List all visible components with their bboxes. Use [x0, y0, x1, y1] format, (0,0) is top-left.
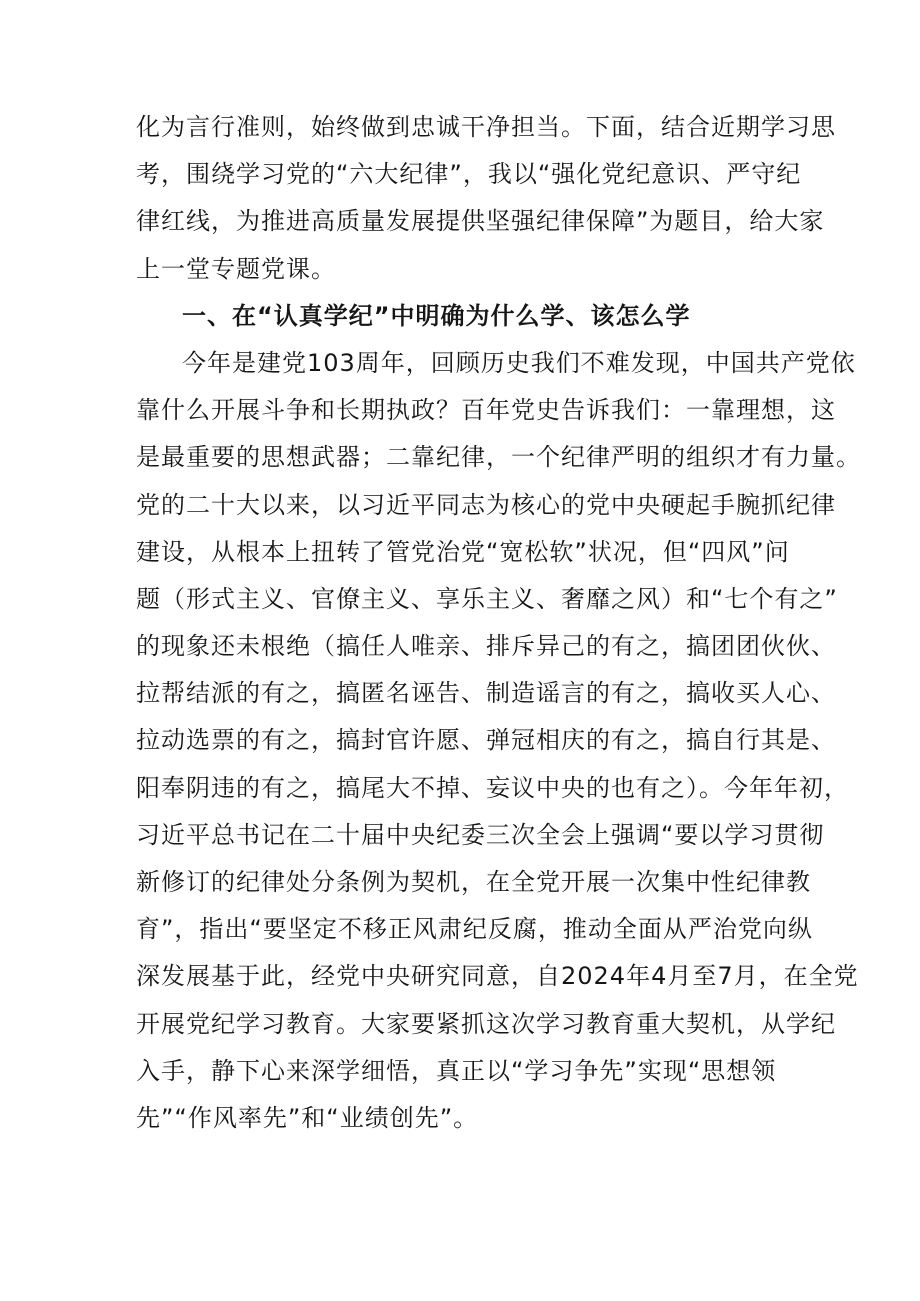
body-line: 靠什么开展斗争和长期执政？百年党史告诉我们：一靠理想，这 — [136, 396, 836, 425]
body-line: 拉动选票的有之，搞封官许愿、弹冠相庆的有之，搞自行其是、 — [136, 726, 836, 755]
body-line: 新修订的纪律处分条例为契机，在全党开展一次集中性纪律教 — [136, 868, 811, 896]
body-line: 先”“作风率先”和“业绩创先”。 — [136, 1103, 479, 1132]
intro-line: 考，围绕学习党的“六大纪律”，我以“强化党纪意识、严守纪 — [136, 160, 802, 189]
body-line: 拉帮结派的有之，搞匿名诬告、制造谣言的有之，搞收买人心、 — [136, 679, 836, 708]
body-line: 习近平总书记在二十届中央纪委三次全会上强调“要以学习贯彻 — [136, 820, 825, 849]
body-line: 是最重要的思想武器；二靠纪律，一个纪律严明的组织才有力量。 — [136, 443, 861, 472]
intro-line: 律红线，为推进高质量发展提供坚强纪律保障”为题目，给大家 — [136, 207, 825, 236]
body-line: 开展党纪学习教育。大家要紧抓这次学习教育重大契机，从学纪 — [136, 1009, 836, 1038]
body-line: 建设，从根本上扭转了管党治党“宽松软”状况，但“四风”问 — [136, 537, 790, 566]
document-body — [136, 104, 861, 1142]
body-line: 育”，指出“要坚定不移正风肃纪反腐，推动全面从严治党向纵 — [136, 915, 813, 944]
body-line: 今年是建党103周年，回顾历史我们不难发现，中国共产党依 — [182, 348, 856, 377]
body-line: 深发展基于此，经党中央研究同意，自2024年4月至7月，在全党 — [136, 962, 859, 991]
body-line: 党的二十大以来，以习近平同志为核心的党中央硬起手腕抓纪律 — [136, 490, 836, 519]
body-line: 题（形式主义、官僚主义、享乐主义、奢靡之风）和“七个有之” — [136, 584, 838, 613]
body-line: 的现象还未根绝（搞任人唯亲、排斥异己的有之，搞团团伙伙、 — [136, 632, 836, 661]
section-heading: 一、在“认真学纪”中明确为什么学、该怎么学 — [182, 301, 691, 330]
body-line: 入手，静下心来深学细悟，真正以“学习争先”实现“思想领 — [136, 1056, 777, 1085]
intro-line: 化为言行准则，始终做到忠诚干净担当。下面，结合近期学习思 — [136, 113, 836, 141]
body-line: 阳奉阴违的有之，搞尾大不掉、妄议中央的也有之）。今年年初， — [136, 773, 849, 802]
intro-line: 上一堂专题党课。 — [136, 254, 336, 283]
